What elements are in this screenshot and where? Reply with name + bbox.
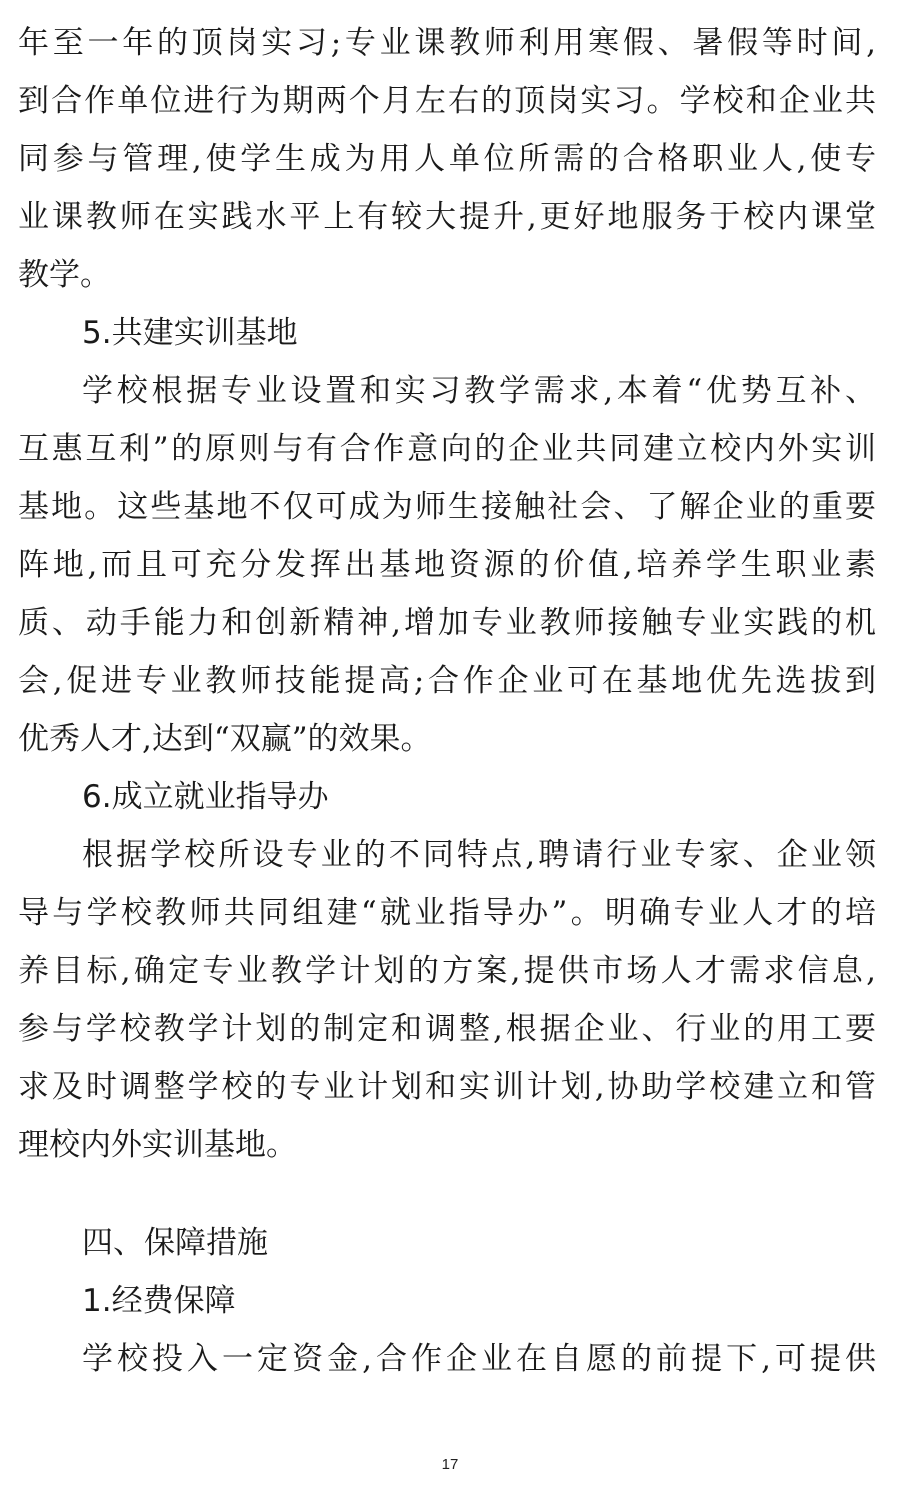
text-line: 基地。这些基地不仅可成为师生接触社会、了解企业的重要: [18, 489, 876, 525]
text-line: 业课教师在实践水平上有较大提升,更好地服务于校内课堂: [18, 199, 876, 235]
chapter-4-paragraph: [18, 1330, 876, 1388]
text-line: 优秀人才,达到“双赢”的效果。: [18, 721, 432, 757]
section-5-heading: 5.共建实训基地: [82, 315, 298, 351]
chapter-4-heading: 四、保障措施: [82, 1225, 268, 1261]
text-line: 学校投入一定资金,合作企业在自愿的前提下,可提供: [82, 1341, 876, 1377]
text-line: 阵地,而且可充分发挥出基地资源的价值,培养学生职业素: [18, 547, 876, 583]
text-line: 理校内外实训基地。: [18, 1127, 297, 1163]
document-page: [18, 14, 876, 1388]
text-line: 求及时调整学校的专业计划和实训计划,协助学校建立和管: [18, 1069, 876, 1105]
text-line: 参与学校教学计划的制定和调整,根据企业、行业的用工要: [18, 1011, 876, 1047]
text-line: 互惠互利”的原则与有合作意向的企业共同建立校内外实训: [18, 431, 876, 467]
text-line: 导与学校教师共同组建“就业指导办”。明确专业人才的培: [18, 895, 876, 931]
section-6-paragraph: [18, 826, 876, 1174]
paragraph-continued: [18, 14, 876, 304]
text-line: 教学。: [18, 257, 111, 293]
text-line: 质、动手能力和创新精神,增加专业教师接触专业实践的机: [18, 605, 876, 641]
section-6-heading: 6.成立就业指导办: [82, 779, 329, 815]
text-line: 同参与管理,使学生成为用人单位所需的合格职业人,使专: [18, 141, 876, 177]
text-line: 到合作单位进行为期两个月左右的顶岗实习。学校和企业共: [18, 83, 876, 119]
text-line: 学校根据专业设置和实习教学需求,本着“优势互补、: [82, 373, 876, 409]
text-line: 年至一年的顶岗实习;专业课教师利用寒假、暑假等时间,: [18, 25, 876, 61]
text-line: 根据学校所设专业的不同特点,聘请行业专家、企业领: [82, 837, 876, 873]
section-gap: [18, 1174, 876, 1214]
text-line: 养目标,确定专业教学计划的方案,提供市场人才需求信息,: [18, 953, 876, 989]
page-number: 17: [441, 1456, 459, 1473]
text-line: 会,促进专业教师技能提高;合作企业可在基地优先选拔到: [18, 663, 876, 699]
chapter-4-subheading: 1.经费保障: [82, 1283, 236, 1319]
section-5-paragraph: [18, 362, 876, 768]
